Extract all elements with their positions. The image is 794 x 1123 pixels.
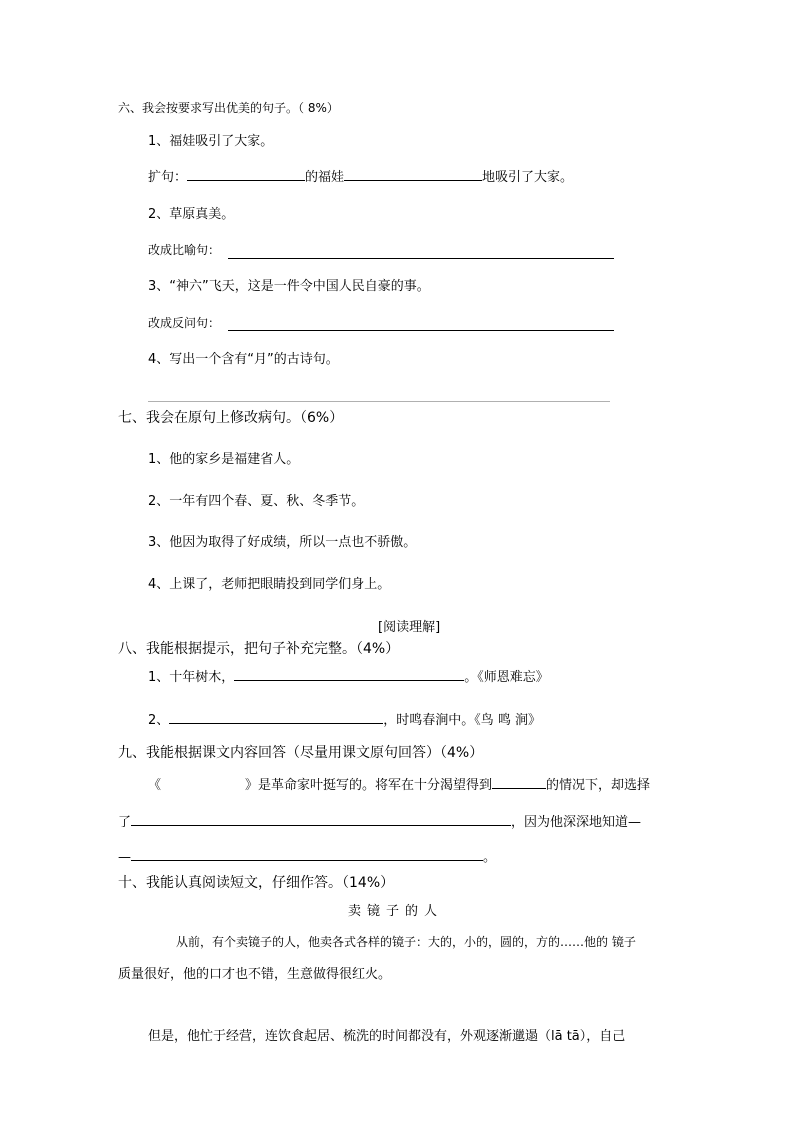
- section-7-heading: 七、我会在原句上修改病句。（6%）: [118, 410, 344, 426]
- s6-q2-label: 改成比喻句：: [148, 243, 221, 257]
- answer-blank[interactable]: [131, 859, 483, 861]
- passage-p1-line2: 质量很好，他的口才也不错，生意做得很红火。: [118, 967, 392, 982]
- s8-q2-prefix: 2、: [148, 713, 170, 728]
- s6-q1-suffix: 地吸引了大家。: [482, 170, 574, 185]
- s8-q2-suffix: ，时鸣春涧中。《鸟 鸣 涧》: [383, 713, 542, 728]
- section-6-heading: 六、我会按要求写出优美的句子。（ 8%）: [118, 101, 339, 115]
- passage-p2-line1: 但是，他忙于经营，连饮食起居、梳洗的时间都没有，外观逐渐邋遢（lā tā），自己: [148, 1029, 626, 1044]
- s8-q2-line: [148, 714, 541, 727]
- s9-line1-tail: 的情况下，却选择: [546, 778, 651, 793]
- s9-line1-text: 》是革命家叶挺写的。将军在十分渴望得到: [245, 778, 493, 793]
- s9-line-1: [148, 779, 650, 792]
- s9-line-2: [118, 816, 641, 829]
- s9-line2-tail: ，因为他深深地知道—: [511, 815, 642, 830]
- section-8-heading: 八、我能根据提示，把句子补充完整。（4%）: [118, 641, 400, 657]
- answer-line[interactable]: [228, 330, 614, 331]
- s6-question-1: 1、福娃吸引了大家。: [148, 134, 274, 149]
- answer-blank[interactable]: [169, 722, 383, 724]
- answer-line[interactable]: [228, 258, 614, 259]
- s8-q1-line: [148, 671, 549, 684]
- s7-item-2: 2、一年有四个春、夏、秋、冬季节。: [148, 494, 365, 509]
- passage-title: 卖镜子的人: [348, 904, 444, 919]
- s7-item-3: 3、他因为取得了好成绩，所以一点也不骄傲。: [148, 535, 417, 550]
- s6-q1-prefix: 扩句：: [148, 170, 188, 185]
- s6-q1-mid: 的福娃: [305, 170, 345, 185]
- s9-line3-dash: —: [118, 850, 131, 865]
- s9-line3-end: 。: [483, 850, 497, 865]
- s6-q1-expand-line: [148, 171, 573, 184]
- s6-question-4: 4、写出一个含有“月”的古诗句。: [148, 352, 339, 367]
- reading-section-label: [阅读理解]: [378, 620, 441, 635]
- s9-line1-open-quote: 《: [148, 778, 162, 793]
- answer-line[interactable]: [148, 401, 610, 402]
- s9-line-3: [118, 851, 496, 864]
- answer-blank[interactable]: [492, 787, 546, 789]
- s8-q1-suffix: 。《师恩难忘》: [464, 670, 549, 685]
- s7-item-4: 4、上课了，老师把眼睛投到同学们身上。: [148, 577, 391, 592]
- answer-blank[interactable]: [344, 179, 482, 181]
- s6-q3-label: 改成反问句：: [148, 316, 221, 330]
- passage-p1-line1: 从前，有个卖镜子的人，他卖各式各样的镜子：大的，小的，圆的，方的……他的 镜子: [176, 935, 636, 949]
- answer-blank[interactable]: [131, 824, 511, 826]
- s8-q1-prefix: 1、十年树木，: [148, 670, 235, 685]
- s6-question-2: 2、草原真美。: [148, 207, 235, 222]
- answer-blank[interactable]: [234, 679, 464, 681]
- s6-question-3: 3、“神六”飞天，这是一件令中国人民自豪的事。: [148, 279, 430, 294]
- section-10-heading: 十、我能认真阅读短文，仔细作答。（14%）: [118, 875, 395, 891]
- s9-line2-start: 了: [118, 815, 132, 830]
- answer-blank[interactable]: [187, 179, 305, 181]
- section-9-heading: 九、我能根据课文内容回答（尽量用课文原句回答）（4%）: [118, 745, 484, 761]
- s7-item-1: 1、他的家乡是福建省人。: [148, 452, 300, 467]
